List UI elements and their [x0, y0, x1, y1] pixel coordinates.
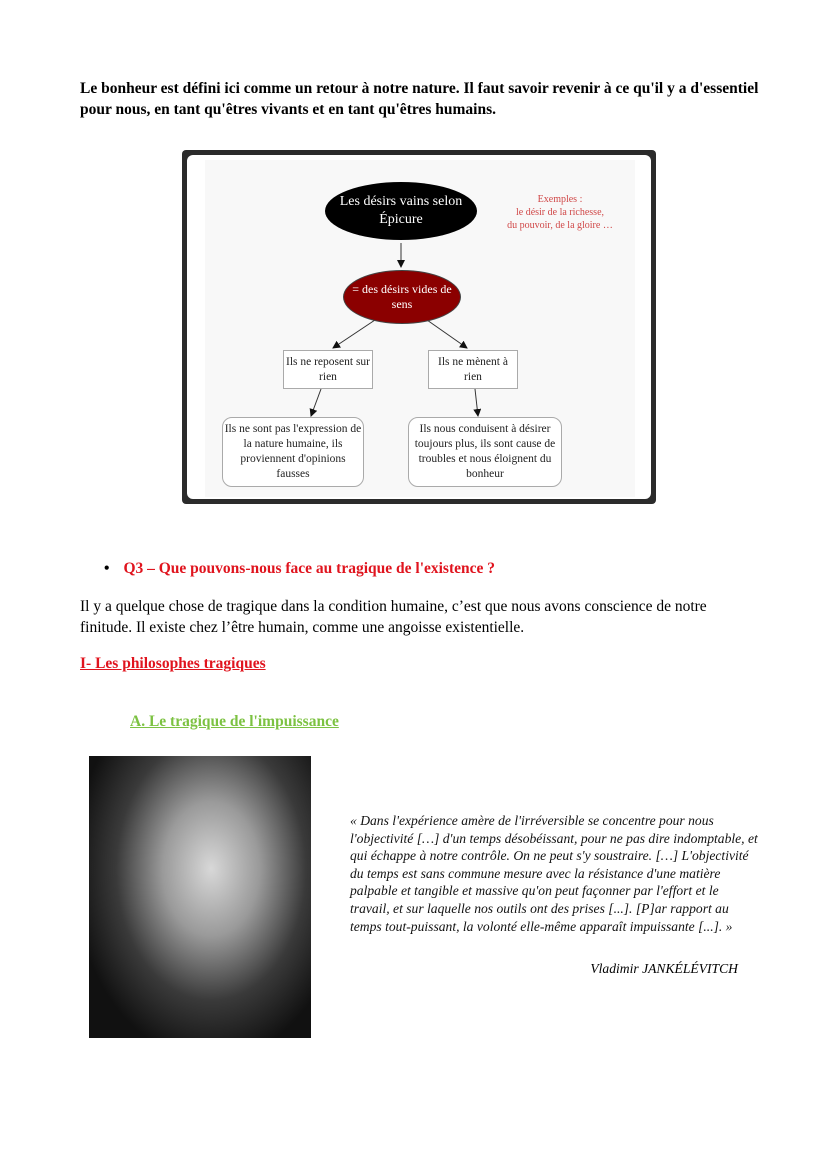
quote-author: Vladimir JANKÉLÉVITCH	[590, 961, 738, 976]
left-leaf: Ils ne sont pas l'expression de la nature humaine, ils proviennent d'opinions fausses	[222, 417, 364, 487]
subsection-heading: A. Le tragique de l'impuissance	[130, 713, 339, 730]
body-paragraph: Il y a quelque chose de tragique dans la condition humaine, c’est que nous avons conscience de notre finitude. Il existe chez l’être humain, comme une angoisse existentielle.	[80, 598, 707, 636]
examples-title: Exemples :	[537, 194, 583, 205]
right-leaf: Ils nous conduisent à désirer toujours plus, ils sont cause de troubles et nous éloignent du bonheur	[408, 417, 562, 487]
left-box: Ils ne reposent sur rien	[283, 350, 373, 389]
quote-text: « Dans l'expérience amère de l'irréversible se concentre pour nous l'objectivité […] d'un temps désobéissant, pour ne pas dire indomptable, et qui échappe à notre contrôle. On ne peut s'y soustraire. […] L'objectivité du temps est sans commune mesure avec la résistance d'une matière palpable et tangible et massive qu'on peut façonner par l'effort et le travail, et sur laquelle nos outils ont des prises [...]. [P]ar rapport au temps tout-puissant, la volonté elle-même apparaît impuissante [...]. »	[350, 813, 758, 934]
epicure-diagram	[182, 150, 656, 504]
portrait-photo	[89, 756, 311, 1038]
question-heading	[104, 560, 495, 578]
examples-line: du pouvoir, de la gloire …	[507, 220, 613, 231]
root-node: Les désirs vains selon Épicure	[325, 182, 477, 240]
section-heading: I- Les philosophes tragiques	[80, 655, 266, 672]
bullet-icon: •	[104, 560, 110, 577]
middle-node: = des désirs vides de sens	[343, 270, 461, 324]
examples-line: le désir de la richesse,	[515, 207, 605, 218]
examples-note	[495, 190, 625, 235]
question-text: Q3 – Que pouvons-nous face au tragique de l'existence ?	[123, 560, 496, 577]
intro-paragraph: Le bonheur est défini ici comme un retour à notre nature. Il faut savoir revenir à ce qu'il y a d'essentiel pour nous, en tant qu'êtres vivants et en tant qu'êtres humains.	[80, 80, 759, 118]
right-box: Ils ne mènent à rien	[428, 350, 518, 389]
